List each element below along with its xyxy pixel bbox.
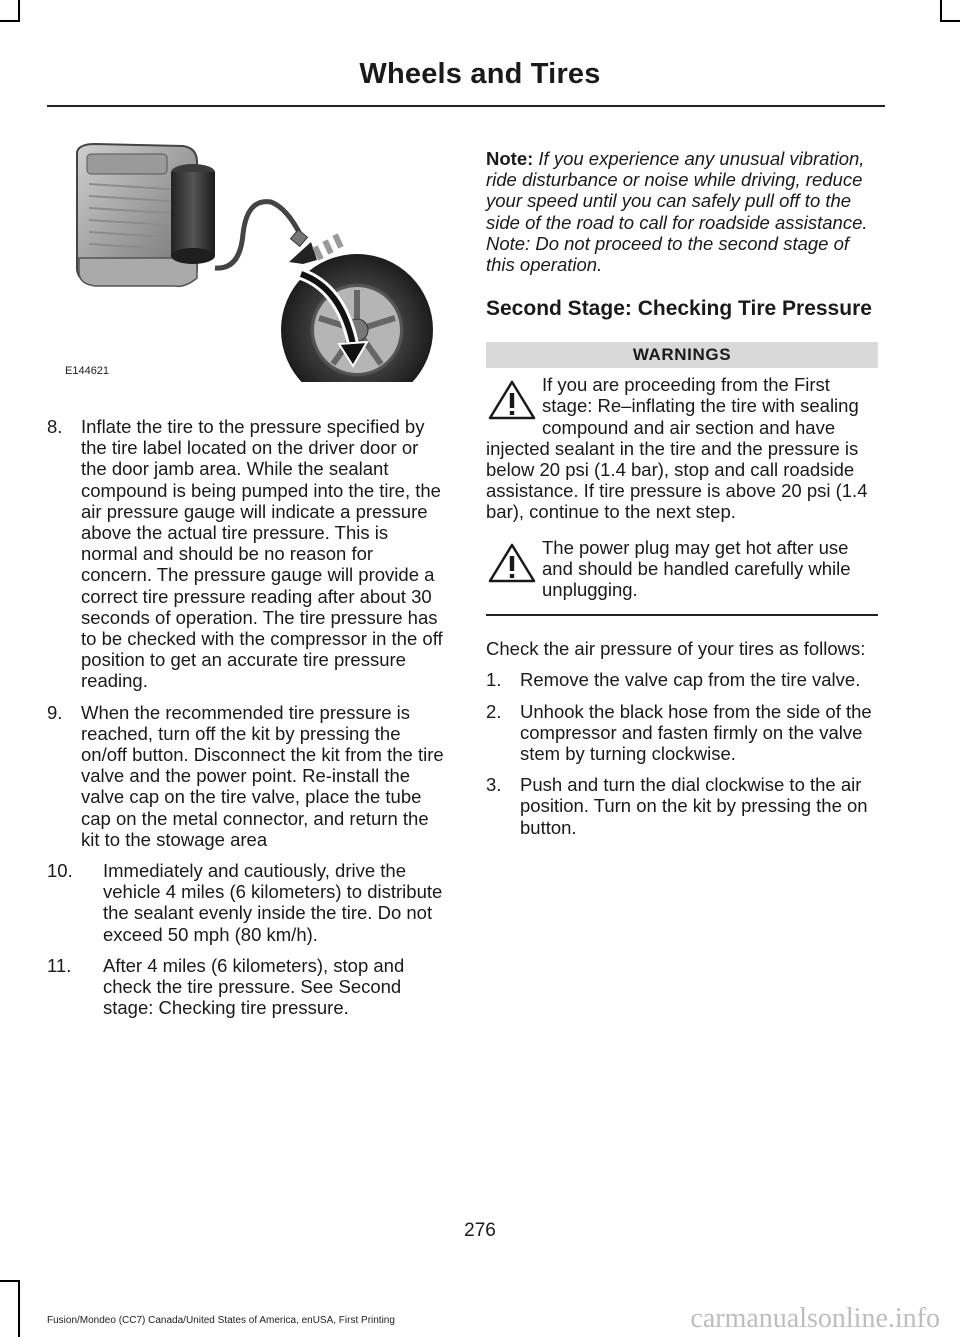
warning-triangle-icon: [486, 378, 538, 422]
warnings-header: WARNINGS: [486, 342, 878, 368]
header-divider: [47, 105, 885, 107]
crop-mark: [18, 1280, 20, 1337]
list-item: 3. Push and turn the dial clockwise to the air position. Turn on the kit by pressing the on button.: [486, 774, 868, 838]
list-item: 2. Unhook the black hose from the side of the compressor and fasten firmly on the valve stem by turning clockwise.: [486, 700, 872, 765]
crop-mark: [940, 20, 960, 22]
crop-mark: [0, 1280, 20, 1282]
list-item: 11. After 4 miles (6 kilometers), stop and check the tire pressure. See Second stage: Checking tire pressure.: [47, 954, 405, 1019]
left-column: [47, 138, 447, 1028]
warning-item: [486, 537, 878, 601]
crop-mark: [0, 20, 20, 22]
page-title: Wheels and Tires: [359, 58, 601, 90]
list-item: 8. Inflate the tire to the pressure specified by the tire label located on the driver door or the door jamb area. While the sealant compound is being pumped into the tire, the air pressure gauge will indicate a pressure above the actual tire pressure. This is normal and should be no reason for concern. The pressure gauge will provide a correct tire pressure reading after about 30 seconds of operation. The tire pressure has to be checked with the compressor in the off position to get an accurate tire pressure reading.: [47, 416, 443, 692]
watermark: carmanualsonline.info: [690, 1303, 940, 1334]
intro-paragraph: Check the air pressure of your tires as follows:: [486, 638, 866, 660]
list-item: 9. When the recommended tire pressure is reached, turn off the kit by pressing the on/off button. Disconnect the kit from the tire valve and the power point. Re-install the valve cap on the tire valve, place the tube cap on the metal connector, and return the kit to the stowage area: [47, 701, 444, 850]
footer-text: Fusion/Mondeo (CC7) Canada/United States of America, enUSA, First Printing: [47, 1315, 395, 1326]
warnings-divider: [486, 614, 878, 616]
note-label: Note:: [486, 148, 534, 169]
crop-mark: [940, 0, 942, 22]
figure-code: E144621: [65, 364, 110, 377]
list-item: 10. Immediately and cautiously, drive the vehicle 4 miles (6 kilometers) to distribute the sealant evenly inside the tire. Do not exceed 50 mph (80 km/h).: [47, 860, 443, 945]
note: [486, 148, 878, 275]
left-step-list-continued: [47, 860, 447, 1018]
warning-triangle-icon: [486, 541, 538, 585]
list-item: 1. Remove the valve cap from the tire valve.: [486, 669, 861, 691]
tire-inflation-kit-illustration: [65, 138, 465, 382]
warning-item: [486, 374, 878, 522]
page-number: 276: [464, 1220, 496, 1241]
warning-text: The power plug may get hot after use and should be handled carefully while unplugging.: [542, 536, 851, 601]
right-column: [486, 148, 878, 848]
right-step-list: [486, 669, 878, 837]
section-heading: Second Stage: Checking Tire Pressure: [486, 297, 872, 321]
note-text: If you experience any unusual vibration, ride disturbance or noise while driving, reduce your speed until you can safely pull off to the side of the road to call for roadside assistance. Note: Do not proceed to the second stage of this operation.: [486, 148, 868, 276]
crop-mark: [18, 0, 20, 22]
warning-text: If you are proceeding from the First stage: Re–inflating the tire with sealing compound and air section and have injected sealant in the tire and the pressure is below 20 psi (1.4 bar), stop and call roadside assistance. If tire pressure is above 20 psi (1.4 bar), continue to the next step.: [486, 374, 868, 523]
left-step-list: [47, 416, 447, 850]
figure: [65, 138, 465, 382]
